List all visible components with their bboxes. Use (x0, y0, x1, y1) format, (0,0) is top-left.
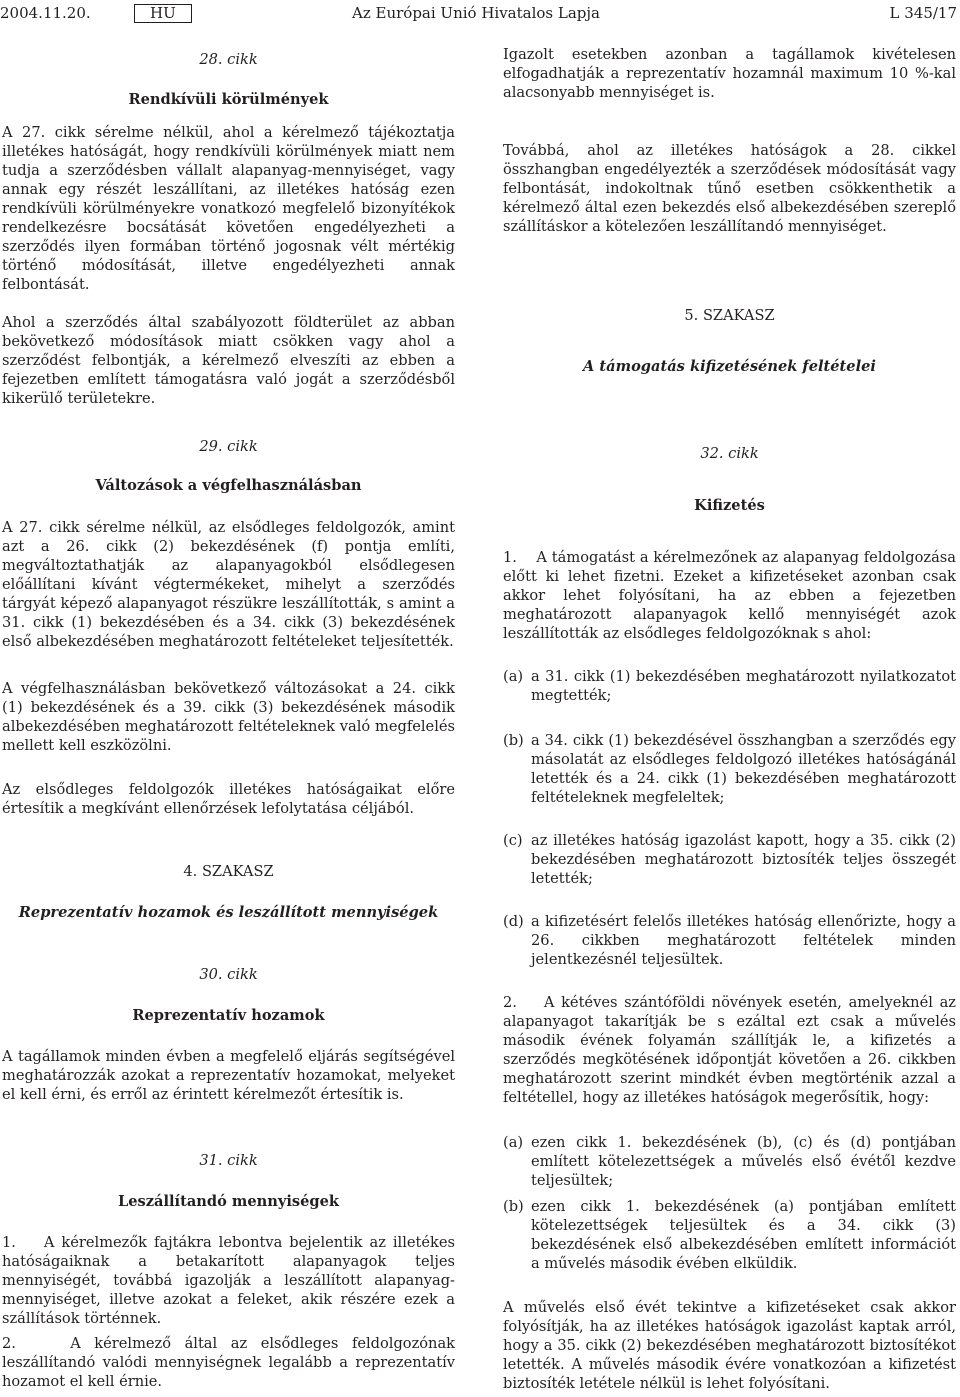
article-29-paragraph-3: Az elsődleges feldolgozók illetékes hatóságaikat előre értesítik a megkívánt ellenőrzések lefolytatása céljából. (2, 781, 455, 817)
section-5-title: A támogatás kifizetésének feltételei (583, 358, 876, 375)
article-32-paragraph-1 (503, 548, 956, 643)
section-5-number: 5. SZAKASZ (684, 307, 775, 324)
article-32-paragraph-3: A művelés első évét tekintve a kifizetéseket csak akkor folyósítják, ha az illetékes hatóságok igazolást kaptak arról, hogy a 35. cikk (2) bekezdésében meghatározott biztosítékot letették. A művelés második évére vonatkozóan a kifizetést biztosíték letétele nélkül is lehet folyósítani. (503, 1299, 956, 1392)
article-31-paragraph-2-continued: Igazolt esetekben azonban a tagállamok kivételesen elfogadhatják a reprezentatív hozamnál maximum 10 %-kal alacsonyabb mennyiséget is. (503, 46, 956, 101)
article-28-paragraph-1: A 27. cikk sérelme nélkül, ahol a kérelmező tájékoztatja illetékes hatóságát, hogy rendkívüli körülmények miatt nem tudja a szerződésben vállalt alapanyag-mennyiséget, vagy annak egy részét leszállítani, az illetékes hatóság ezen rendkívüli körülményekre vonatkozó megfelelő bizonyítékok rendelkezésre bocsátását követően engedélyezheti a szerződés ilyen formában történő jogosnak vélt mértékig történő módosítását, illetve engedélyezheti annak felbontását. (2, 124, 455, 293)
header-date: 2004.11.20. (0, 4, 91, 22)
list-item-label: (b) (503, 1198, 524, 1215)
article-29-number: 29. cikk (199, 438, 258, 455)
list-item-text: a 31. cikk (1) bekezdésében meghatározott nyilatkozatot megtették; (531, 668, 956, 704)
article-30-number: 30. cikk (199, 966, 258, 983)
article-31-paragraph-3: Továbbá, ahol az illetékes hatóságok a 28. cikkel összhangban engedélyezték a szerződések módosítását vagy felbontását, indokoltnak tűnő esetben csökkenthetik a kérelmező által ezen bekezdés első albekezdésében szereplő szállításkor a kötelezően leszállítandó mennyiséget. (503, 142, 956, 235)
article-32-title: Kifizetés (694, 497, 765, 514)
article-31-number: 31. cikk (199, 1152, 258, 1169)
header-language-box: HU (134, 4, 192, 23)
list-item-text: ezen cikk 1. bekezdésének (b), (c) és (d) pontjában említett kötelezettségek a művelés első évétől kezdve teljesültek; (531, 1134, 956, 1189)
list-item (503, 667, 956, 707)
list-item-text: ezen cikk 1. bekezdésének (a) pontjában említett kötelezettségek teljesültek és a 34. cikk (3) bekezdésének első albekezdésében említett információt a művelés második évében elküldik. (531, 1198, 956, 1272)
article-32-paragraph-2-text: A kétéves szántóföldi növények esetén, amelyeknél az alapanyagot takarítják be s ezáltal ezt csak a művelés második évének folyamán szállítják le, a kifizetés a szerződés megkötésének időpontját követően a 26. cikkben meghatározott szerint mindkét évben megtörténik azzal a feltétellel, hogy az illetékes hatóságok megerősítik, hogy: (503, 994, 956, 1106)
list-item (503, 831, 956, 891)
section-4-number: 4. SZAKASZ (183, 863, 274, 880)
article-29-paragraph-1: A 27. cikk sérelme nélkül, az elsődleges feldolgozók, amint azt a 26. cikk (2) bekezdésének (f) pontja említi, megváltoztathatják az alapanyagokból elsődlegesen előállítani kívánt végtermékeket, mihelyt a szerződés tárgyát képező alapanyagot részükre leszállították, s amint a 31. cikk (1) bekezdésében és a 34. cikk (3) bekezdésének első albekezdésében meghatározott feltételeket teljesítették. (2, 519, 455, 650)
article-32-number: 32. cikk (700, 445, 759, 462)
list-item (503, 1197, 956, 1272)
list-item-label: (a) (503, 668, 524, 685)
list-item-label: (a) (503, 1134, 524, 1151)
article-31-paragraph-2 (2, 1334, 455, 1391)
article-28-paragraph-2: Ahol a szerződés által szabályozott földterület az abban bekövetkező módosítások miatt csökken vagy ahol a szerződést felbontják, a kérelmező elveszíti az ebben a fejezetben említett támogatásra való jogát a szerződésből kikerülő területekre. (2, 314, 455, 407)
article-32-paragraph-1-text: A támogatást a kérelmezőnek az alapanyag feldolgozása előtt ki lehet fizetni. Ezeket a kifizetéseket azonban csak akkor lehet folyósítani, ha az ebben a fejezetben meghatározott alapanyagok kellő mennyiségét azok leszállították az elsődleges feldolgozóknak s ahol: (503, 549, 956, 642)
article-28-title: Rendkívüli körülmények (128, 91, 329, 108)
list-item-text: az illetékes hatóság igazolást kapott, hogy a 35. cikk (2) bekezdésében meghatározott biztosíték teljes összegét letették; (531, 832, 956, 887)
article-31-paragraph-2-text: A kérelmező által az elsődleges feldolgozónak leszállítandó valódi mennyiségnek legalább a reprezentatív hozamot el kell érnie. (2, 1335, 455, 1390)
article-30-title: Reprezentatív hozamok (132, 1007, 325, 1024)
list-item-label: (c) (503, 832, 523, 849)
article-31-paragraph-2-number: 2. (2, 1335, 16, 1352)
list-item-text: a kifizetésért felelős illetékes hatóság ellenőrizte, hogy a 26. cikkben meghatározott feltételek minden jelentkezésnél teljesültek. (531, 913, 956, 968)
list-item (503, 731, 956, 811)
article-32-paragraph-2-number: 2. (503, 994, 517, 1011)
list-item-label: (d) (503, 913, 524, 930)
header-journal-title: Az Európai Unió Hivatalos Lapja (352, 4, 600, 22)
article-30-paragraph-1: A tagállamok minden évben a megfelelő eljárás segítségével meghatározzák azokat a reprezentatív hozamokat, melyeket el kell érni, és erről az érintett kérelmezőt értesítik is. (2, 1048, 455, 1103)
list-item (503, 912, 956, 972)
article-32-paragraph-2 (503, 993, 956, 1107)
article-32-paragraph-1-number: 1. (503, 549, 517, 566)
article-31-paragraph-1-text: A kérelmezők fajtákra lebontva bejelentik az illetékes hatóságaiknak a betakarított alapanyagok teljes mennyiségét, továbbá igazolják a leszállított alapanyag-mennyiséget, illetve azokat a feleket, akik részére ezek a szállítások történnek. (2, 1234, 456, 1327)
section-4-title: Reprezentatív hozamok és leszállított mennyiségek (18, 904, 439, 921)
article-31-paragraph-1 (2, 1233, 455, 1328)
header-page-number: L 345/17 (889, 4, 957, 22)
list-item-label: (b) (503, 732, 524, 749)
article-31-title: Leszállítandó mennyiségek (117, 1193, 340, 1210)
page-header (0, 2, 960, 24)
article-29-paragraph-2: A végfelhasználásban bekövetkező változásokat a 24. cikk (1) bekezdésének és a 39. cikk (3) bekezdésének második albekezdésében meghatározott feltételeknek való megfelelés mellett kell eszközölni. (2, 680, 455, 754)
article-31-paragraph-1-number: 1. (2, 1234, 16, 1251)
article-28-number: 28. cikk (199, 51, 258, 68)
list-item-text: a 34. cikk (1) bekezdésével összhangban a szerződés egy másolatát az elsődleges feldolgozó illetékes hatóságánál letették és a 24. cikk (1) bekezdésében meghatározott feltételeknek megfeleltek; (531, 732, 956, 806)
list-item (503, 1133, 956, 1189)
article-29-title: Változások a végfelhasználásban (95, 477, 362, 494)
